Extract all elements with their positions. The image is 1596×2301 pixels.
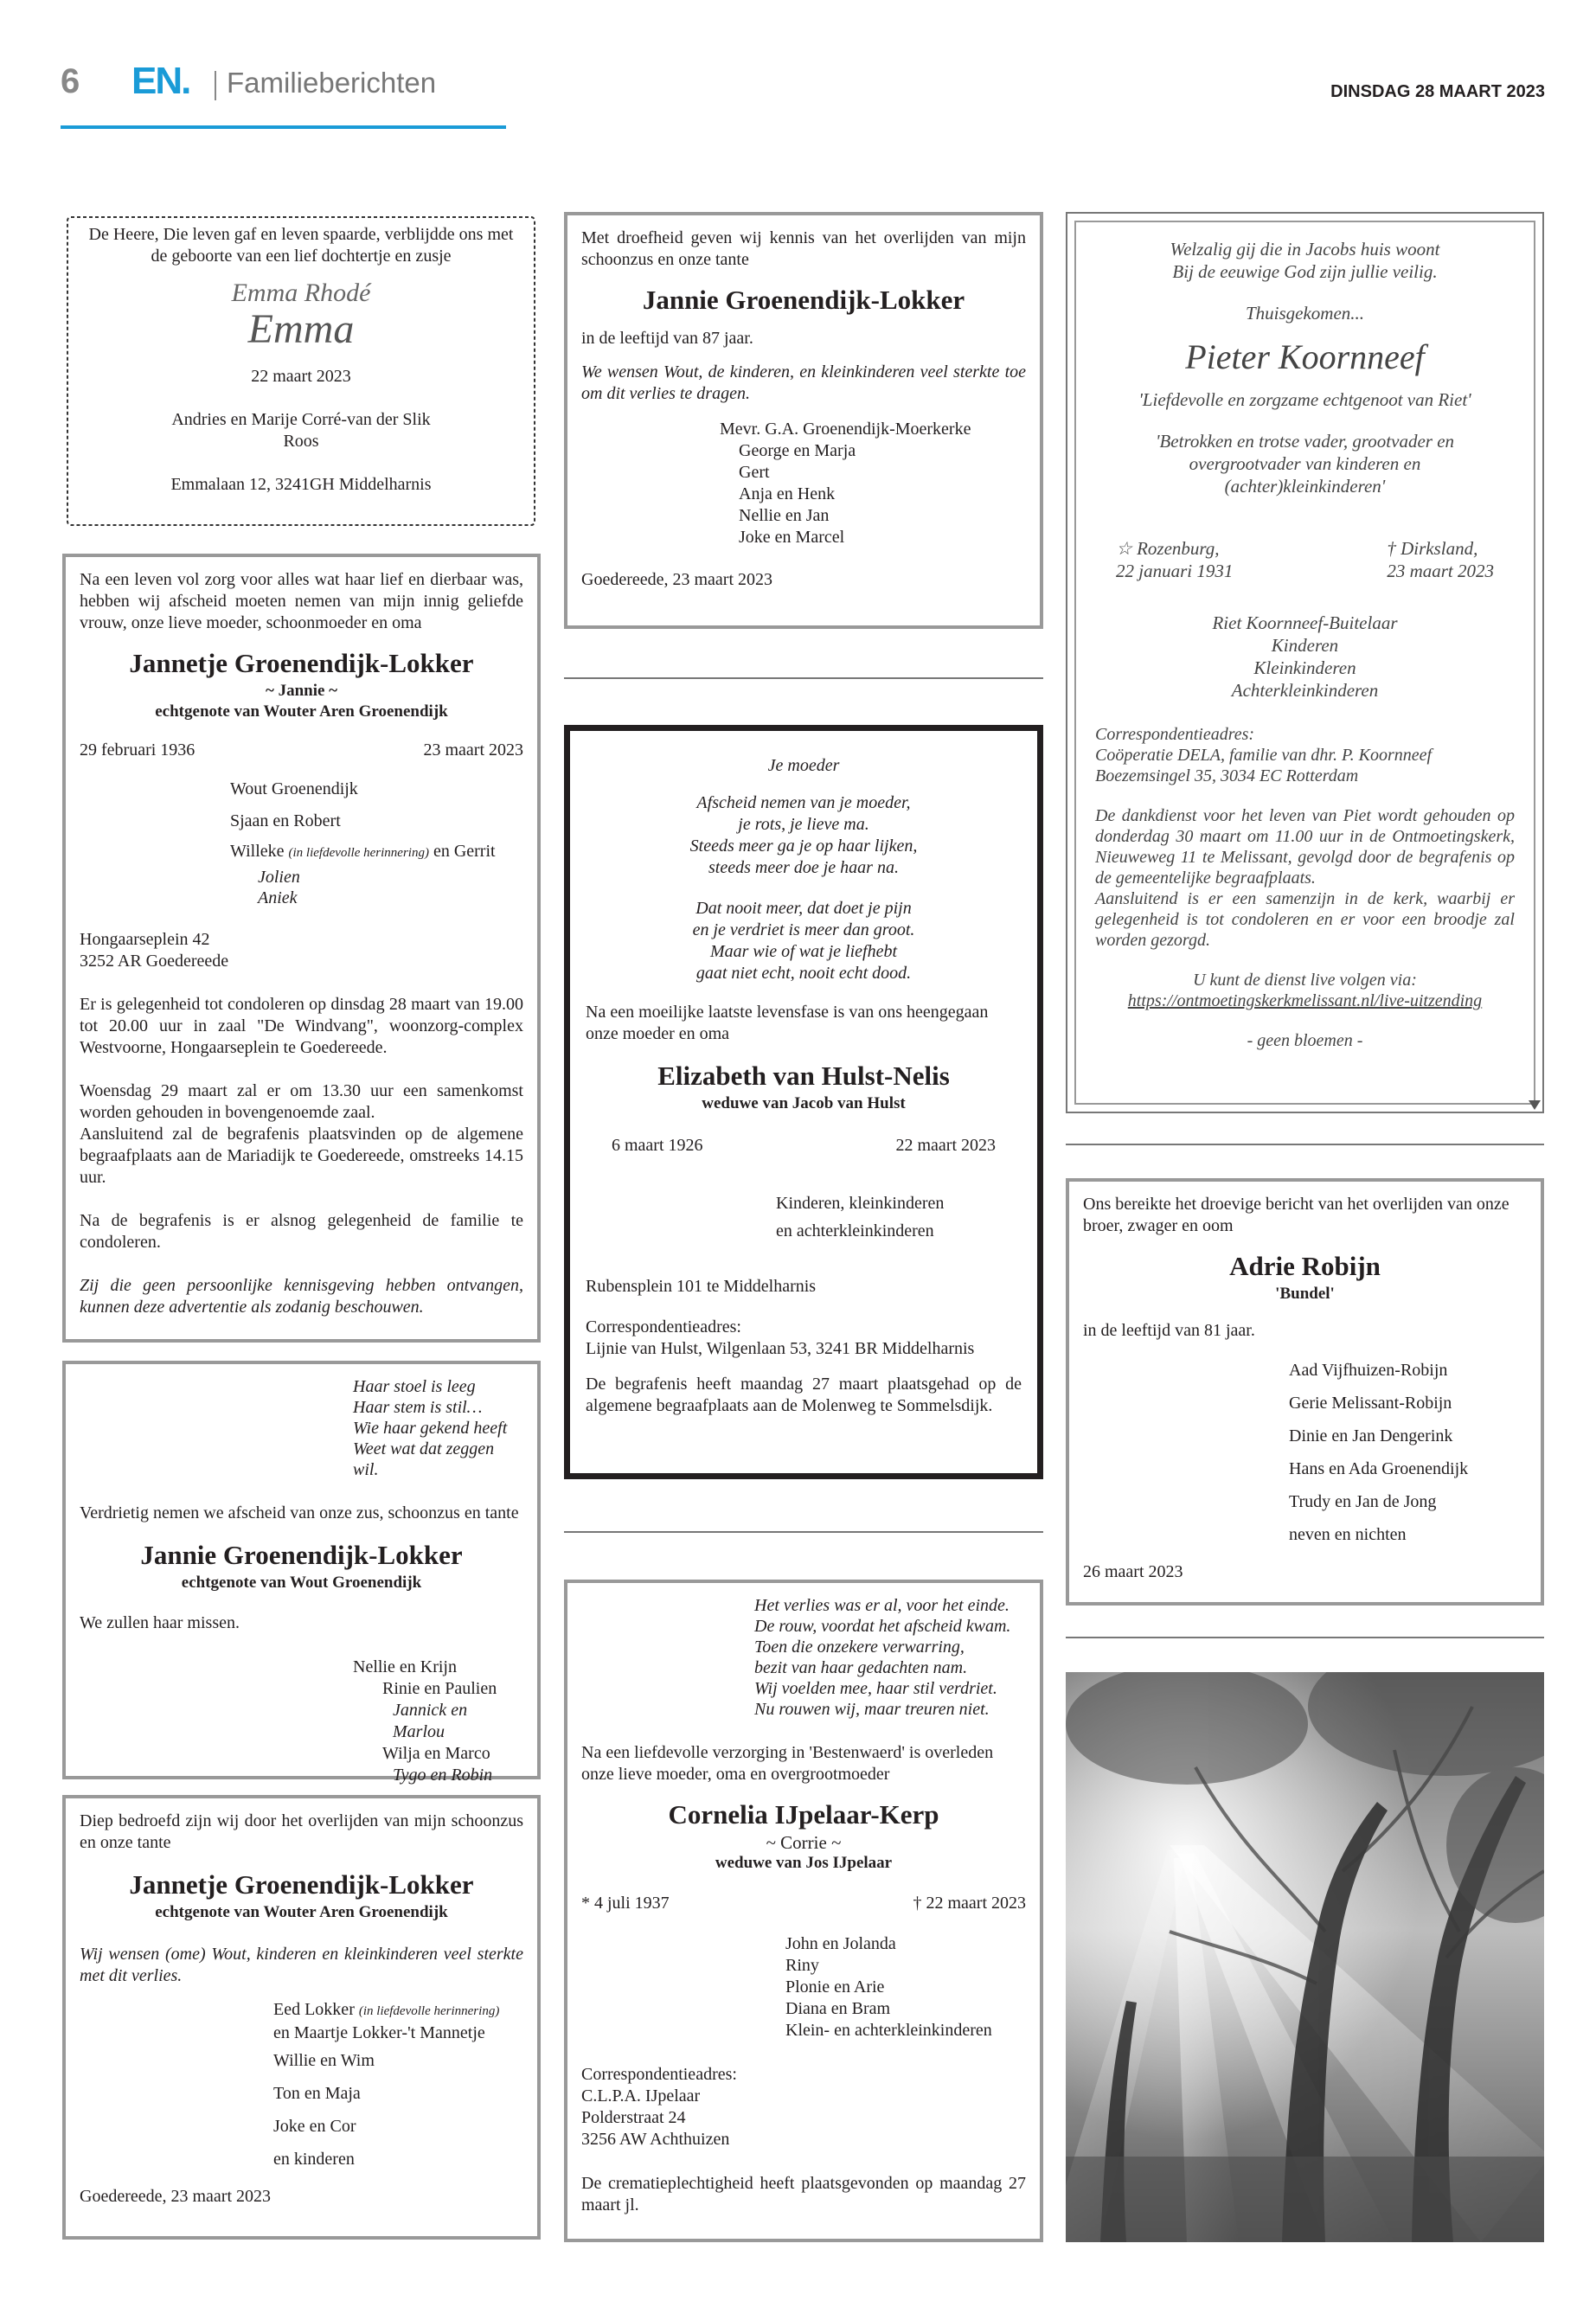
intro: Verdrietig nemen we afscheid van onze zus, schoonzus en tante <box>80 1503 519 1522</box>
death-date: 23 maart 2023 <box>1387 561 1494 581</box>
family-member: Joke en Marcel <box>739 528 845 547</box>
poem-line: en je verdriet is meer dan groot. <box>692 920 915 939</box>
poem-line: Wij voelden mee, haar stil verdriet. <box>754 1679 997 1698</box>
column-divider <box>564 1531 1043 1533</box>
family-member: Anja en Henk <box>739 484 836 503</box>
deceased-name: Elizabeth van Hulst-Nelis <box>657 1061 950 1091</box>
family-member: Tygo en Robin <box>393 1766 493 1785</box>
ad-elizabeth <box>564 725 1043 1479</box>
memory-note: (in liefdevolle herinnering) <box>288 846 429 860</box>
family-member: Trudy en Jan de Jong <box>1289 1492 1437 1511</box>
no-flowers: - geen bloemen - <box>1247 1031 1363 1050</box>
poem-line: Maar wie of wat je liefhebt <box>709 942 898 961</box>
place-date: Goedereede, 23 maart 2023 <box>581 570 773 589</box>
verse-line: Bij de eeuwige God zijn jullie veilig. <box>1172 261 1438 282</box>
family-member: Riet Koornneef-Buitelaar <box>1212 612 1398 633</box>
spouse: weduwe van Jacob van Hulst <box>702 1094 906 1112</box>
ad-cornelia <box>564 1580 1043 2242</box>
birth-announcement <box>62 212 540 530</box>
family-member: Hans en Ada Groenendijk <box>1289 1459 1469 1478</box>
intro: Na een moeilijke laatste levensfase is van ons heengegaan onze moeder en oma <box>586 1003 989 1043</box>
family-member: Nellie en Jan <box>739 506 830 525</box>
funeral-info: De begrafenis heeft maandag 27 maart plaatsgehad op de algemene begraafplaats aan de Molenweg te Sommelsdijk. <box>586 1375 1022 1415</box>
spouse: echtgenote van Wout Groenendijk <box>181 1574 422 1592</box>
poem-line: Steeds meer ga je op haar lijken, <box>689 836 918 856</box>
corr-line: Polderstraat 24 <box>581 2108 686 2127</box>
family-member: Jolien <box>258 868 300 887</box>
deceased-name: Adrie Robijn <box>1229 1251 1381 1281</box>
family-member: John en Jolanda <box>785 1934 896 1953</box>
column-divider <box>564 677 1043 679</box>
verse-line: Welzalig gij die in Jacobs huis woont <box>1170 239 1440 260</box>
ad-jannie-sister <box>62 1361 541 1785</box>
death-date: † 22 maart 2023 <box>913 1894 1026 1913</box>
header-divider <box>215 71 216 100</box>
corr-label: Correspondentieadres: <box>1095 725 1255 744</box>
corner-arrow-icon <box>1529 1100 1541 1110</box>
deceased-name: Jannetje Groenendijk-Lokker <box>129 648 474 678</box>
notice-note: Zij die geen persoonlijke kennisgeving hebben ontvangen, kunnen deze advertentie als zodanig beschouwen. <box>80 1276 523 1317</box>
date: 26 maart 2023 <box>1083 1562 1183 1581</box>
ad-adrie <box>1066 1178 1544 1606</box>
intro: Na een liefdevolle verzorging in 'Bestenwaerd' is overleden onze lieve moeder, oma en overgrootmoeder <box>581 1743 994 1784</box>
birth-place: ☆ Rozenburg, <box>1116 538 1220 559</box>
deceased-name: Pieter Koornneef <box>1185 337 1425 376</box>
family-member: Aniek <box>258 888 298 907</box>
home-text: Thuisgekomen... <box>1245 303 1365 324</box>
address-line: Hongaarseplein 42 <box>80 930 210 949</box>
family-member: neven en nichten <box>1289 1525 1407 1544</box>
family-member: Jannick en Marlou <box>393 1701 468 1741</box>
spouse: weduwe van Jos IJpelaar <box>715 1854 893 1872</box>
ad-pieter <box>1074 221 1535 1105</box>
place-date: Goedereede, 23 maart 2023 <box>80 2187 272 2206</box>
birth-date: 29 februari 1936 <box>80 740 195 760</box>
family-member: en achterkleinkinderen <box>776 1221 934 1240</box>
cremation-info: De crematieplechtigheid heeft plaatsgevonden op maandag 27 maart jl. <box>581 2174 1026 2214</box>
wish: We wensen Wout, de kinderen, en kleinkinderen veel sterkte toe om dit verlies te dragen. <box>581 362 1026 403</box>
livestream-link[interactable]: https://ontmoetingskerkmelissant.nl/live-uitzending <box>1127 991 1483 1010</box>
intro: Met droefheid geven wij kennis van het overlijden van mijn schoonzus en onze tante <box>581 228 1026 269</box>
family-member: Dinie en Jan Dengerink <box>1289 1426 1453 1445</box>
birth-date: 6 maart 1926 <box>612 1136 703 1155</box>
forest-photo <box>1066 1672 1544 2242</box>
intro: Diep bedroefd zijn wij door het overlijden van mijn schoonzus en onze tante <box>80 1811 523 1852</box>
corr-line: Boezemsingel 35, 3034 EC Rotterdam <box>1095 766 1359 785</box>
birth-date: 22 januari 1931 <box>1116 561 1234 581</box>
condolence-info: Er is gelegenheid tot condoleren op dinsdag 28 maart van 19.00 tot 20.00 uur in zaal "De Windvang", woonzorg-complex Westvoorne, Hongaarseplein te Goedereede. <box>80 995 523 1057</box>
deceased-name: Cornelia IJpelaar-Kerp <box>668 1799 939 1830</box>
family-member: en Maartje Lokker-'t Mannetje <box>273 2023 485 2042</box>
poem-line: Haar stoel is leeg <box>353 1377 476 1396</box>
poem-line: je rots, je lieve ma. <box>738 815 869 834</box>
family-member: Plonie en Arie <box>785 1977 885 1997</box>
spouse: echtgenote van Wouter Aren Groenendijk <box>155 1903 448 1921</box>
family-member: Riny <box>785 1956 819 1975</box>
birth-date: 22 maart 2023 <box>251 367 351 386</box>
after-info: Na de begrafenis is er alsnog gelegenheid de familie te condoleren. <box>80 1211 523 1252</box>
wish: Wij wensen (ome) Wout, kinderen en kleinkinderen veel sterkte met dit verlies. <box>80 1945 523 1985</box>
family-member: Eed Lokker <box>273 2000 355 2019</box>
family-member: Achterkleinkinderen <box>1231 680 1379 701</box>
birth-date: * 4 juli 1937 <box>581 1894 670 1913</box>
family-member: en Gerrit <box>433 842 496 861</box>
corr-label: Correspondentieadres: <box>581 2065 737 2084</box>
birth-address: Emmalaan 12, 3241GH Middelharnis <box>170 475 432 494</box>
family-member: Klein- en achterkleinkinderen <box>785 2021 992 2040</box>
family-member: Kinderen, kleinkinderen <box>776 1194 945 1213</box>
family-member: Mevr. G.A. Groenendijk-Moerkerke <box>720 420 971 439</box>
header-rule <box>61 125 506 129</box>
description: 'Betrokken en trotse vader, grootvader en overgrootvader van kinderen en (achter)kleinkinderen' <box>1155 431 1455 497</box>
corr-label: Correspondentieadres: <box>586 1317 741 1336</box>
poem-line: Wie haar gekend heeft <box>353 1419 508 1438</box>
poem-title: Je moeder <box>767 756 840 775</box>
poem-line: Haar stem is stil… <box>353 1398 483 1417</box>
spouse: echtgenote van Wouter Aren Groenendijk <box>155 702 448 721</box>
nickname: ~ Jannie ~ <box>265 682 338 700</box>
column-divider <box>1066 1637 1544 1638</box>
family-member: Diana en Bram <box>785 1999 891 2018</box>
family-member: Joke en Cor <box>273 2117 356 2136</box>
death-place: † Dirksland, <box>1387 538 1478 559</box>
signature-small: Emma Rhodé <box>231 279 371 307</box>
poem-line: bezit van haar gedachten nam. <box>754 1658 968 1677</box>
logo: EN. <box>131 60 190 102</box>
family-member: Nellie en Krijn <box>353 1657 457 1676</box>
poem-line: Het verlies was er al, voor het einde. <box>754 1596 1010 1615</box>
poem-line: steeds meer doe je haar na. <box>708 858 899 877</box>
family-member: Rinie en Paulien <box>382 1679 497 1698</box>
issue-date: DINSDAG 28 MAART 2023 <box>1330 82 1545 101</box>
ad-jannie-moerkerke <box>564 212 1043 629</box>
poem-line: Weet wat dat zeggen wil. <box>353 1439 495 1479</box>
intro: Ons bereikte het droevige bericht van het overlijden van onze broer, zwager en oom <box>1083 1195 1509 1235</box>
deceased-name: Jannie Groenendijk-Lokker <box>642 285 965 315</box>
age: in de leeftijd van 87 jaar. <box>581 329 753 348</box>
family-member: George en Marja <box>739 441 856 460</box>
corr-line: Coöperatie DELA, familie van dhr. P. Koornneef <box>1095 746 1433 765</box>
parents: Andries en Marije Corré-van der Slik <box>171 410 431 429</box>
message: We zullen haar missen. <box>80 1613 240 1632</box>
death-date: 22 maart 2023 <box>895 1136 996 1155</box>
after-info: Aansluitend is er een samenzijn in de kerk, waarbij er gelegenheid is tot condoleren en er voor een broodje zal worden gezorgd. <box>1095 889 1515 950</box>
section-title: Familieberichten <box>227 67 437 99</box>
poem-line: Dat nooit meer, dat doet je pijn <box>695 899 912 918</box>
family-member: Aad Vijfhuizen-Robijn <box>1289 1361 1448 1380</box>
nickname: 'Bundel' <box>1275 1285 1335 1303</box>
age: in de leeftijd van 81 jaar. <box>1083 1321 1255 1340</box>
address: Rubensplein 101 te Middelharnis <box>586 1277 817 1296</box>
family-member: en kinderen <box>273 2150 355 2169</box>
intro: Na een leven vol zorg voor alles wat haar lief en dierbaar was, hebben wij afscheid moeten nemen van mijn innig geliefde vrouw, onze lieve moeder, schoonmoeder en oma <box>80 570 523 632</box>
family-member: Wilja en Marco <box>382 1744 490 1763</box>
service-info: De dankdienst voor het leven van Piet wordt gehouden op donderdag 30 maart om 11.00 uur in de Ontmoetingskerk, Nieuweweg 11 te Melissant, gevolgd door de begrafenis op de gemeentelijke begraafplaats. <box>1095 806 1515 888</box>
family-member: Sjaan en Robert <box>230 811 341 830</box>
birth-intro: De Heere, Die leven gaf en leven spaarde, verblijdde ons met de geboorte van een lief dochtertje en zusje <box>88 225 514 266</box>
ad-pieter-frame <box>1066 212 1544 1113</box>
deceased-name: Jannetje Groenendijk-Lokker <box>129 1869 474 1900</box>
corr-line: 3256 AW Achthuizen <box>581 2130 730 2149</box>
ad-jannetje-lokker <box>62 1795 541 2240</box>
live-text: U kunt de dienst live volgen via: <box>1193 971 1417 990</box>
signature-large: Emma <box>247 306 355 352</box>
page-number: 6 <box>61 62 80 100</box>
family-member: Gerie Melissant-Robijn <box>1289 1394 1452 1413</box>
sibling: Roos <box>283 432 319 451</box>
corr-address: Lijnie van Hulst, Wilgenlaan 53, 3241 BR Middelharnis <box>586 1339 975 1358</box>
address-line: 3252 AR Goedereede <box>80 952 229 971</box>
poem-line: gaat niet echt, nooit echt dood. <box>695 964 912 983</box>
poem-line: Afscheid nemen van je moeder, <box>696 793 911 812</box>
memory-note: (in liefdevolle herinnering) <box>358 2004 500 2018</box>
family-member: Kinderen <box>1271 635 1339 656</box>
family-member: Gert <box>739 463 770 482</box>
column-divider <box>1066 1144 1544 1145</box>
corr-line: C.L.P.A. IJpelaar <box>581 2086 701 2106</box>
deceased-name: Jannie Groenendijk-Lokker <box>140 1540 463 1570</box>
burial-info: Aansluitend zal de begrafenis plaatsvinden op de algemene begraafplaats aan de Mariadijk te Goedereede, omstreeks 14.15 uur. <box>80 1125 523 1187</box>
death-date: 23 maart 2023 <box>423 740 523 760</box>
poem-line: Nu rouwen wij, maar treuren niet. <box>754 1700 990 1719</box>
description: 'Liefdevolle en zorgzame echtgenoot van Riet' <box>1138 389 1471 410</box>
poem-line: Toen die onzekere verwarring, <box>754 1638 965 1657</box>
family-member: Wout Groenendijk <box>230 779 358 798</box>
ad-jannetje-family <box>62 554 541 1343</box>
family-member: Willeke <box>230 842 285 861</box>
nickname: ~ Corrie ~ <box>766 1832 842 1853</box>
family-member: Willie en Wim <box>273 2051 375 2070</box>
poem-line: De rouw, voordat het afscheid kwam. <box>754 1617 1011 1636</box>
service-info: Woensdag 29 maart zal er om 13.30 uur een samenkomst worden gehouden in bovengenoemde zaal. <box>80 1081 523 1122</box>
family-member: Kleinkinderen <box>1253 657 1356 678</box>
family-member: Ton en Maja <box>273 2084 361 2103</box>
